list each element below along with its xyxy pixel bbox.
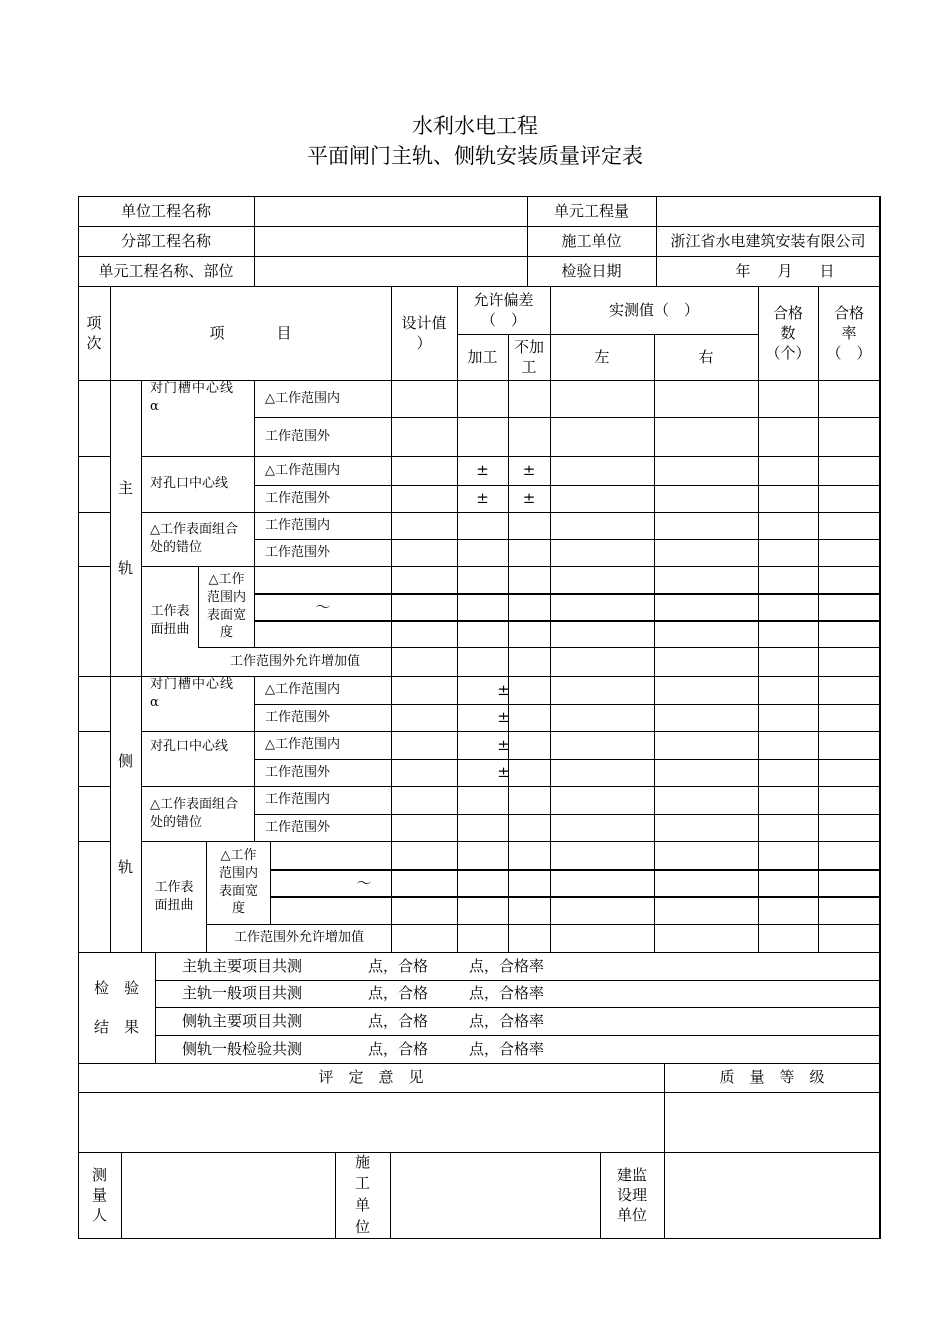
side-gate-out-tol[interactable]: ± — [497, 708, 510, 727]
header-left: 左 — [594, 347, 610, 366]
element-quantity-label: 单元工程量 — [553, 201, 629, 220]
result-row-3-text: 侧轨主要项目共测 — [182, 1011, 303, 1030]
side-hole-in: △工作范围内 — [265, 737, 340, 753]
side-joint: △工作表面组合处的错位 — [150, 796, 238, 830]
side-gate-in-tol[interactable]: ± — [497, 680, 510, 699]
main-twist: 工作表面扭曲 — [150, 604, 190, 637]
element-name-value[interactable] — [255, 256, 527, 286]
side-twist: 工作表面扭曲 — [154, 879, 194, 913]
side-hole: 对孔口中心线 — [150, 739, 229, 754]
side-gate-out: 工作范围外 — [265, 709, 331, 725]
quality-assessment-table — [78, 196, 881, 1239]
review-opinion-field[interactable] — [79, 1093, 664, 1152]
title-line2: 平面闸门主轨、侧轨安装质量评定表 — [307, 144, 643, 168]
result-row-3-mid2: 点，合格率 — [469, 1011, 545, 1030]
side-gate-in: △工作范围内 — [265, 682, 340, 698]
main-joint-in: 工作范围内 — [265, 517, 331, 533]
sign-contractor-field[interactable] — [391, 1153, 600, 1238]
main-outside-allow: 工作范围外允许增加值 — [229, 653, 360, 669]
result-row-4-text: 侧轨一般检验共测 — [182, 1039, 303, 1058]
main-gate-slot: 对门槽中心线 α — [150, 381, 235, 414]
side-hole-out: 工作范围外 — [265, 764, 331, 780]
header-tolerance: 允许偏差 （ ） — [473, 290, 534, 329]
date-day: 日 — [819, 261, 835, 280]
element-name-label: 单元工程名称、部位 — [98, 261, 234, 280]
main-hole-in-machined[interactable]: ± — [476, 461, 489, 480]
title-line1: 水利水电工程 — [412, 114, 538, 138]
main-width: △工作范围内表面宽度 — [206, 572, 246, 641]
result-row-3-mid1: 点，合格 — [368, 1011, 429, 1030]
date-month: 月 — [777, 261, 793, 280]
result-row-1-mid1: 点，合格 — [368, 956, 429, 975]
result-row-4-mid2: 点，合格率 — [469, 1039, 545, 1058]
header-item: 项 目 — [209, 323, 292, 342]
side-joint-out: 工作范围外 — [265, 819, 331, 835]
result-row-2-mid1: 点，合格 — [368, 984, 429, 1003]
header-right: 右 — [698, 347, 714, 366]
main-hole-out-machined[interactable]: ± — [476, 489, 489, 508]
main-hole-in: △工作范围内 — [265, 462, 340, 478]
result-row-4-mid1: 点，合格 — [368, 1039, 429, 1058]
contractor-value[interactable]: 浙江省水电建筑安装有限公司 — [670, 231, 866, 250]
header-pass-rate: 合格 率 （ ） — [826, 303, 872, 363]
review-opinion-label: 评 定 意 见 — [318, 1068, 424, 1087]
sign-measurer-label: 测 量 人 — [91, 1165, 107, 1225]
sign-supervisor-label: 建监 设理 单位 — [616, 1165, 647, 1225]
main-joint: △工作表面组合处的错位 — [150, 522, 238, 555]
unit-project-label: 单位工程名称 — [120, 201, 211, 220]
result-row-2-mid2: 点，合格率 — [469, 984, 545, 1003]
header-measured: 实测值（ ） — [608, 300, 699, 319]
side-hole-in-tol[interactable]: ± — [497, 735, 510, 754]
side-outside-allow: 工作范围外允许增加值 — [233, 930, 364, 946]
result-row-2-text: 主轨一般项目共测 — [182, 984, 303, 1003]
sub-project-label: 分部工程名称 — [120, 231, 211, 250]
sub-project-value[interactable] — [255, 226, 527, 256]
main-hole-in-unmachined[interactable]: ± — [522, 461, 536, 480]
header-machined: 加工 — [467, 347, 498, 366]
sign-contractor-label: 施 工 单 位 — [354, 1152, 370, 1236]
main-hole: 对孔口中心线 — [150, 476, 229, 492]
quality-grade-field[interactable] — [665, 1093, 879, 1152]
main-hole-out: 工作范围外 — [265, 490, 331, 506]
result-row-1-mid2: 点，合格率 — [469, 956, 545, 975]
side-hole-out-tol[interactable]: ± — [497, 763, 510, 782]
main-gate-in: △工作范围内 — [265, 390, 340, 406]
side-width: △工作范围内表面宽度 — [218, 848, 258, 917]
side-gate-slot: 对门槽中心线 α — [150, 677, 235, 710]
date-year: 年 — [735, 261, 751, 280]
side-width-tilde: ～ — [356, 873, 372, 892]
inspect-date-label: 检验日期 — [561, 261, 622, 280]
sign-supervisor-field[interactable] — [665, 1153, 879, 1238]
contractor-label: 施工单位 — [561, 231, 622, 250]
header-design: 设计值 ） — [401, 313, 447, 352]
unit-project-value[interactable] — [255, 196, 527, 226]
header-unmachined: 不加 工 — [513, 337, 544, 376]
element-quantity-value[interactable] — [657, 196, 879, 226]
result-row-1-text: 主轨主要项目共测 — [182, 956, 303, 975]
side-rail-label: 侧 轨 — [117, 751, 133, 876]
main-gate-out: 工作范围外 — [265, 428, 331, 444]
main-joint-out: 工作范围外 — [265, 544, 331, 560]
sign-measurer-field[interactable] — [122, 1153, 335, 1238]
main-rail-label: 主 轨 — [117, 478, 133, 577]
main-width-tilde: ～ — [315, 597, 331, 616]
side-joint-in: 工作范围内 — [265, 792, 331, 808]
main-hole-out-unmachined[interactable]: ± — [522, 489, 536, 508]
header-pass-count: 合格 数 （个） — [765, 303, 811, 363]
result-label: 检 验 结 果 — [93, 979, 139, 1036]
header-seq: 项 次 — [86, 313, 102, 352]
quality-grade-label: 质 量 等 级 — [719, 1068, 825, 1087]
